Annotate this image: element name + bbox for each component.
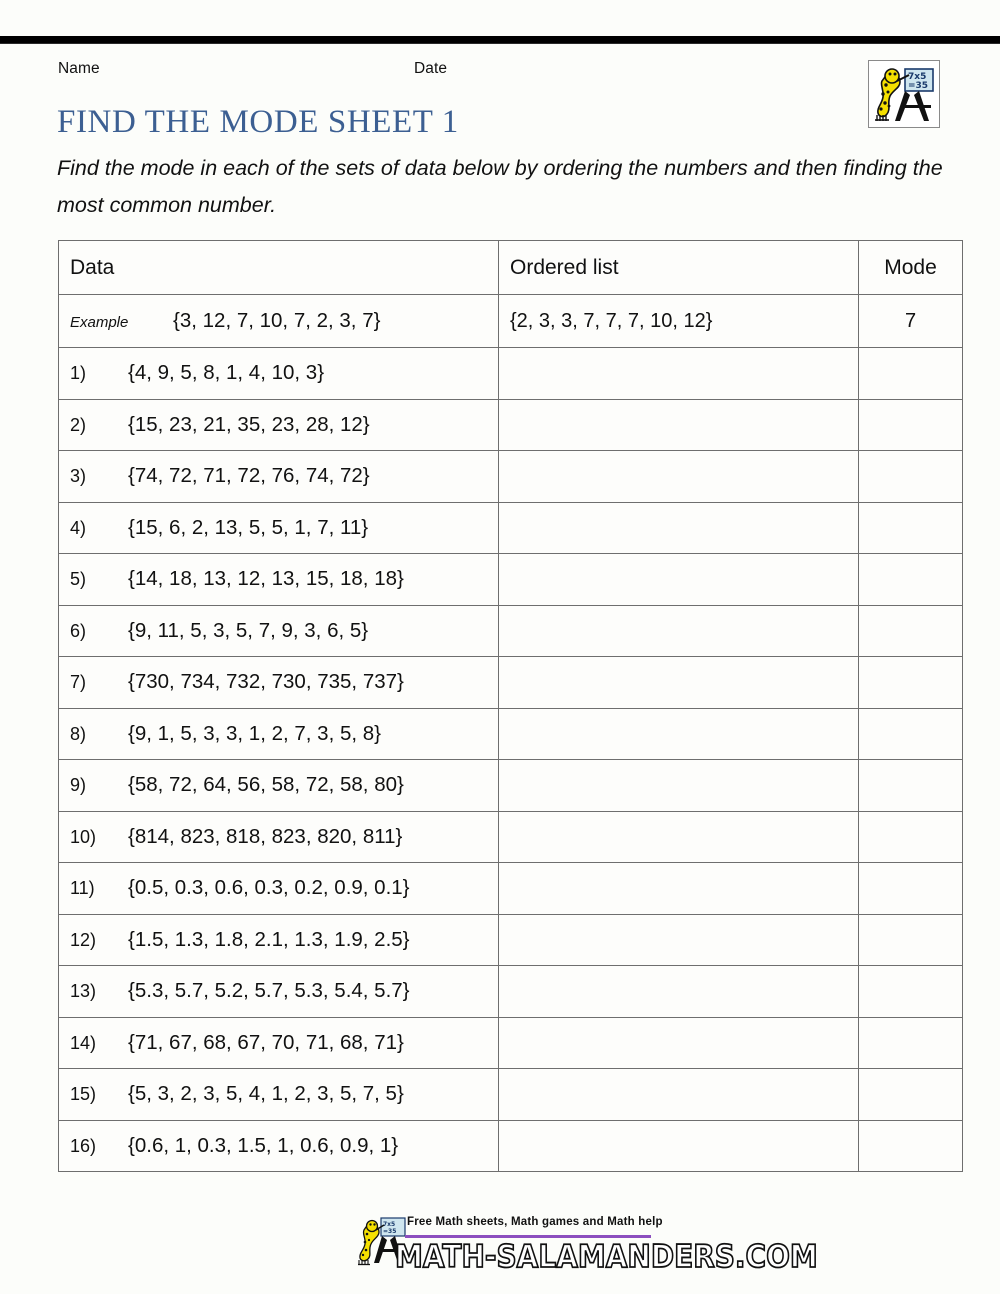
table-row	[59, 966, 963, 1018]
row-number-label: 1)	[70, 363, 87, 384]
mode-answer-cell[interactable]	[859, 1120, 963, 1172]
row-number-label: 5)	[70, 569, 87, 590]
mode-answer-cell[interactable]	[859, 451, 963, 503]
data-set-values: {0.6, 1, 0.3, 1.5, 1, 0.6, 0.9, 1}	[128, 1133, 399, 1157]
table-body	[59, 295, 963, 1172]
data-set-values: {4, 9, 5, 8, 1, 4, 10, 3}	[128, 361, 325, 385]
mode-answer-cell[interactable]	[859, 502, 963, 554]
footer-site-name: MATH-SALAMANDERS.COM	[395, 1238, 818, 1275]
ordered-list-answer-cell[interactable]	[499, 966, 859, 1018]
table-row	[59, 1017, 963, 1069]
mode-answer-cell[interactable]	[859, 914, 963, 966]
data-set-values: {14, 18, 13, 12, 13, 15, 18, 18}	[128, 567, 404, 591]
data-set-values: {1.5, 1.3, 1.8, 2.1, 1.3, 1.9, 2.5}	[128, 927, 410, 951]
column-header-data: Data	[59, 241, 499, 295]
ordered-list-answer-cell[interactable]	[499, 1120, 859, 1172]
data-cell	[59, 1069, 499, 1121]
column-header-mode: Mode	[859, 241, 963, 295]
mode-answer-cell[interactable]	[859, 554, 963, 606]
data-cell	[59, 1017, 499, 1069]
ordered-list-answer-cell[interactable]	[499, 811, 859, 863]
table-row	[59, 348, 963, 400]
table-row	[59, 399, 963, 451]
ordered-list-answer-cell[interactable]	[499, 502, 859, 554]
data-set-values: {15, 6, 2, 13, 5, 5, 1, 7, 11}	[128, 515, 369, 539]
example-label: Example	[70, 314, 129, 331]
ordered-list-answer-cell[interactable]	[499, 348, 859, 400]
example-mode-cell: 7	[859, 295, 963, 348]
name-label: Name	[58, 60, 100, 77]
row-number-label: 10)	[70, 826, 97, 847]
example-data-values: {3, 12, 7, 10, 7, 2, 3, 7}	[173, 309, 381, 332]
data-cell	[59, 605, 499, 657]
mode-answer-cell[interactable]	[859, 708, 963, 760]
mode-answer-cell[interactable]	[859, 657, 963, 709]
data-set-values: {58, 72, 64, 56, 58, 72, 58, 80}	[128, 773, 404, 797]
row-number-label: 4)	[70, 517, 87, 538]
table-row	[59, 554, 963, 606]
top-border-rule	[0, 36, 1000, 44]
svg-text:7x5: 7x5	[908, 72, 927, 82]
svg-text:=35: =35	[383, 1228, 397, 1235]
data-cell	[59, 502, 499, 554]
instructions-text: Find the mode in each of the sets of data below by ordering the numbers and then finding the most common number.	[57, 156, 943, 217]
table-row	[59, 760, 963, 812]
ordered-list-answer-cell[interactable]	[499, 863, 859, 915]
column-header-ordered-list: Ordered list	[499, 241, 859, 295]
data-set-values: {730, 734, 732, 730, 735, 737}	[128, 670, 404, 694]
data-cell	[59, 708, 499, 760]
mode-answer-cell[interactable]	[859, 863, 963, 915]
data-cell	[59, 914, 499, 966]
ordered-list-answer-cell[interactable]	[499, 605, 859, 657]
data-cell	[59, 348, 499, 400]
mode-answer-cell[interactable]	[859, 760, 963, 812]
table-row	[59, 1069, 963, 1121]
row-number-label: 16)	[70, 1135, 97, 1156]
ordered-list-answer-cell[interactable]	[499, 657, 859, 709]
table-row	[59, 863, 963, 915]
row-number-label: 9)	[70, 775, 87, 796]
data-cell	[59, 399, 499, 451]
table-row	[59, 1120, 963, 1172]
mode-answer-cell[interactable]	[859, 811, 963, 863]
data-cell	[59, 657, 499, 709]
row-number-label: 11)	[70, 878, 95, 899]
page-title: FIND THE MODE SHEET 1	[57, 104, 459, 140]
mode-answer-cell[interactable]	[859, 399, 963, 451]
table-row	[59, 914, 963, 966]
data-set-values: {9, 11, 5, 3, 5, 7, 9, 3, 6, 5}	[128, 618, 369, 642]
mode-worksheet-table	[58, 240, 963, 1172]
data-cell	[59, 811, 499, 863]
example-row	[59, 295, 963, 348]
ordered-list-answer-cell[interactable]	[499, 914, 859, 966]
table-header-row	[59, 241, 963, 295]
math-salamanders-logo	[868, 60, 940, 128]
mode-answer-cell[interactable]	[859, 605, 963, 657]
table-row	[59, 708, 963, 760]
row-number-label: 6)	[70, 620, 87, 641]
ordered-list-answer-cell[interactable]	[499, 554, 859, 606]
data-set-values: {15, 23, 21, 35, 23, 28, 12}	[128, 412, 370, 436]
data-cell	[59, 966, 499, 1018]
footer	[357, 1214, 818, 1276]
footer-tagline: Free Math sheets, Math games and Math help	[407, 1216, 663, 1228]
data-set-values: {5.3, 5.7, 5.2, 5.7, 5.3, 5.4, 5.7}	[128, 979, 410, 1003]
data-set-values: {0.5, 0.3, 0.6, 0.3, 0.2, 0.9, 0.1}	[128, 876, 410, 900]
row-number-label: 12)	[70, 929, 97, 950]
svg-text:7x5: 7x5	[383, 1221, 396, 1228]
data-set-values: {71, 67, 68, 67, 70, 71, 68, 71}	[128, 1030, 404, 1054]
row-number-label: 7)	[70, 672, 87, 693]
mode-answer-cell[interactable]	[859, 1017, 963, 1069]
table-row	[59, 502, 963, 554]
example-ordered-cell: {2, 3, 3, 7, 7, 7, 10, 12}	[499, 295, 859, 348]
salamander-blackboard-icon	[869, 61, 939, 127]
data-set-values: {5, 3, 2, 3, 5, 4, 1, 2, 3, 5, 7, 5}	[128, 1082, 404, 1106]
row-number-label: 2)	[70, 414, 87, 435]
mode-answer-cell[interactable]	[859, 348, 963, 400]
row-number-label: 3)	[70, 466, 87, 487]
svg-text:=35: =35	[908, 81, 929, 91]
table-row	[59, 451, 963, 503]
header-meta-row	[58, 60, 818, 82]
data-set-values: {74, 72, 71, 72, 76, 74, 72}	[128, 464, 370, 488]
date-label: Date	[414, 60, 448, 77]
data-cell	[59, 1120, 499, 1172]
data-cell	[59, 760, 499, 812]
row-number-label: 13)	[70, 981, 97, 1002]
data-set-values: {9, 1, 5, 3, 3, 1, 2, 7, 3, 5, 8}	[128, 721, 382, 745]
data-cell	[59, 451, 499, 503]
row-number-label: 15)	[70, 1084, 97, 1105]
row-number-label: 14)	[70, 1032, 97, 1053]
table-row	[59, 657, 963, 709]
ordered-list-answer-cell[interactable]	[499, 708, 859, 760]
mode-answer-cell[interactable]	[859, 1069, 963, 1121]
data-cell	[59, 554, 499, 606]
data-set-values: {814, 823, 818, 823, 820, 811}	[128, 824, 403, 848]
mode-answer-cell[interactable]	[859, 966, 963, 1018]
table-row	[59, 811, 963, 863]
ordered-list-answer-cell[interactable]	[499, 399, 859, 451]
row-number-label: 8)	[70, 723, 87, 744]
ordered-list-answer-cell[interactable]	[499, 1069, 859, 1121]
ordered-list-answer-cell[interactable]	[499, 1017, 859, 1069]
data-cell	[59, 863, 499, 915]
ordered-list-answer-cell[interactable]	[499, 760, 859, 812]
ordered-list-answer-cell[interactable]	[499, 451, 859, 503]
table-row	[59, 605, 963, 657]
example-data-cell	[59, 295, 499, 348]
